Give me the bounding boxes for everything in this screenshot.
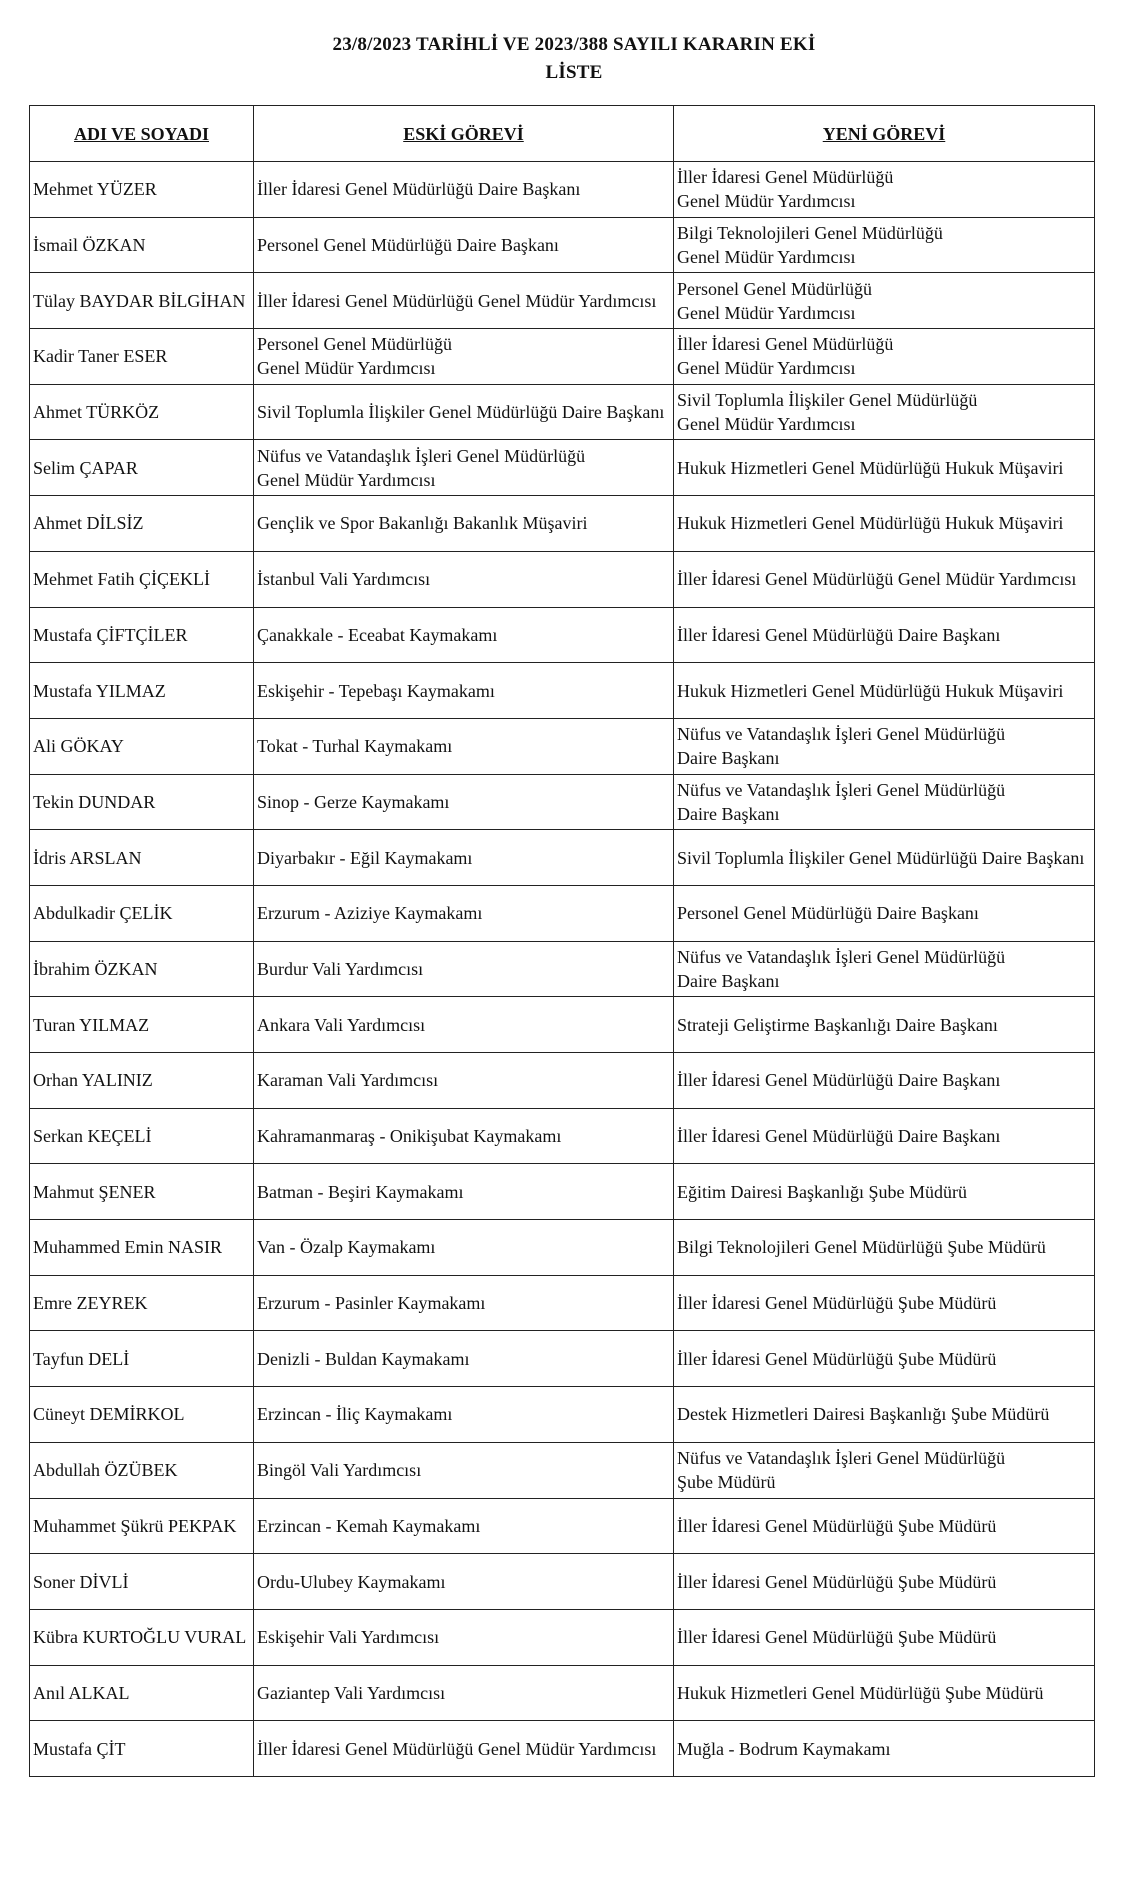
old-position-line: Bingöl Vali Yardımcısı (257, 1460, 422, 1481)
new-position-line: Genel Müdür Yardımcısı (677, 302, 856, 323)
new-position-line: Bilgi Teknolojileri Genel Müdürlüğü Şube Müdürü (677, 1237, 1046, 1258)
new-position-line: Destek Hizmetleri Dairesi Başkanlığı Şube Müdürü (677, 1404, 1050, 1425)
new-position (674, 1331, 1095, 1387)
new-position-line: Genel Müdür Yardımcısı (677, 247, 856, 268)
new-position-line: Hukuk Hizmetleri Genel Müdürlüğü Hukuk Müşaviri (677, 457, 1064, 478)
person-name: İdris ARSLAN (30, 830, 254, 886)
old-position (254, 607, 674, 663)
new-position (674, 607, 1095, 663)
table-row (30, 830, 1095, 886)
table-row (30, 774, 1095, 830)
old-position (254, 1609, 674, 1665)
new-position (674, 162, 1095, 218)
table-row (30, 997, 1095, 1053)
old-position (254, 496, 674, 552)
new-position-line: Daire Başkanı (677, 748, 780, 769)
new-position-line: Hukuk Hizmetleri Genel Müdürlüğü Hukuk Müşaviri (677, 680, 1064, 701)
person-name: Ahmet DİLSİZ (30, 496, 254, 552)
person-name: Tekin DUNDAR (30, 774, 254, 830)
old-position (254, 997, 674, 1053)
person-name: Mehmet Fatih ÇİÇEKLİ (30, 551, 254, 607)
table-row (30, 551, 1095, 607)
new-position (674, 1665, 1095, 1721)
person-name: Muhammet Şükrü PEKPAK (30, 1498, 254, 1554)
old-position-line: Erzincan - Kemah Kaymakamı (257, 1515, 481, 1536)
old-position-line: Personel Genel Müdürlüğü Daire Başkanı (257, 235, 559, 256)
old-position (254, 1387, 674, 1443)
new-position (674, 1108, 1095, 1164)
old-position-line: Sivil Toplumla İlişkiler Genel Müdürlüğü Daire Başkanı (257, 402, 665, 423)
person-name: Tülay BAYDAR BİLGİHAN (30, 273, 254, 329)
document-title: 23/8/2023 TARİHLİ VE 2023/388 SAYILI KARARIN EKİ (332, 34, 816, 55)
old-position-line: Erzurum - Aziziye Kaymakamı (257, 903, 483, 924)
new-position-line: Şube Müdürü (677, 1472, 776, 1493)
header-name: ADI VE SOYADI (30, 106, 254, 162)
new-position (674, 718, 1095, 774)
header-new-position: YENİ GÖREVİ (674, 106, 1095, 162)
old-position (254, 1442, 674, 1498)
old-position-line: Gençlik ve Spor Bakanlığı Bakanlık Müşaviri (257, 513, 588, 534)
new-position-line: İller İdaresi Genel Müdürlüğü Şube Müdürü (677, 1293, 997, 1314)
new-position (674, 440, 1095, 496)
new-position-line: Daire Başkanı (677, 970, 780, 991)
old-position-line: Çanakkale - Eceabat Kaymakamı (257, 624, 498, 645)
document-subtitle: LİSTE (545, 62, 603, 83)
table-row (30, 273, 1095, 329)
new-position (674, 217, 1095, 273)
new-position-line: İller İdaresi Genel Müdürlüğü Şube Müdürü (677, 1348, 997, 1369)
person-name: Abdulkadir ÇELİK (30, 885, 254, 941)
person-name: Mustafa YILMAZ (30, 663, 254, 719)
old-position-line: Genel Müdür Yardımcısı (257, 358, 436, 379)
new-position (674, 329, 1095, 385)
person-name: Anıl ALKAL (30, 1665, 254, 1721)
table-row (30, 1331, 1095, 1387)
old-position (254, 551, 674, 607)
table-row (30, 384, 1095, 440)
old-position (254, 162, 674, 218)
old-position (254, 329, 674, 385)
table-row (30, 440, 1095, 496)
person-name: Mahmut ŞENER (30, 1164, 254, 1220)
table-row (30, 718, 1095, 774)
new-position-line: Nüfus ve Vatandaşlık İşleri Genel Müdürlüğü (677, 946, 1006, 967)
table-row (30, 217, 1095, 273)
table-row (30, 1609, 1095, 1665)
person-name: Mustafa ÇİFTÇİLER (30, 607, 254, 663)
new-position (674, 1442, 1095, 1498)
new-position-line: İller İdaresi Genel Müdürlüğü (677, 167, 894, 188)
person-name: Selim ÇAPAR (30, 440, 254, 496)
new-position (674, 496, 1095, 552)
table-row (30, 1053, 1095, 1109)
old-position-line: Van - Özalp Kaymakamı (257, 1237, 436, 1258)
new-position-line: Eğitim Dairesi Başkanlığı Şube Müdürü (677, 1181, 967, 1202)
table-row (30, 1164, 1095, 1220)
new-position-line: Nüfus ve Vatandaşlık İşleri Genel Müdürlüğü (677, 724, 1006, 745)
new-position-line: Personel Genel Müdürlüğü Daire Başkanı (677, 903, 979, 924)
old-position (254, 663, 674, 719)
new-position-line: Sivil Toplumla İlişkiler Genel Müdürlüğü Daire Başkanı (677, 847, 1085, 868)
new-position-line: Muğla - Bodrum Kaymakamı (677, 1738, 891, 1759)
new-position-line: Genel Müdür Yardımcısı (677, 414, 856, 435)
old-position (254, 774, 674, 830)
new-position (674, 1053, 1095, 1109)
person-name: Cüneyt DEMİRKOL (30, 1387, 254, 1443)
person-name: Turan YILMAZ (30, 997, 254, 1053)
old-position-line: Batman - Beşiri Kaymakamı (257, 1181, 464, 1202)
new-position (674, 273, 1095, 329)
new-position (674, 885, 1095, 941)
table-row (30, 1554, 1095, 1610)
table-row (30, 663, 1095, 719)
old-position-line: Diyarbakır - Eğil Kaymakamı (257, 847, 473, 868)
person-name: Mehmet YÜZER (30, 162, 254, 218)
person-name: Orhan YALINIZ (30, 1053, 254, 1109)
old-position (254, 1220, 674, 1276)
new-position-line: Nüfus ve Vatandaşlık İşleri Genel Müdürlüğü (677, 779, 1006, 800)
new-position (674, 384, 1095, 440)
new-position (674, 1554, 1095, 1610)
old-position-line: Sinop - Gerze Kaymakamı (257, 791, 450, 812)
person-name: İbrahim ÖZKAN (30, 941, 254, 997)
appointments-table (29, 105, 1095, 1777)
table-row (30, 496, 1095, 552)
new-position-line: İller İdaresi Genel Müdürlüğü Daire Başkanı (677, 1126, 1001, 1147)
new-position (674, 1721, 1095, 1777)
old-position-line: Erzurum - Pasinler Kaymakamı (257, 1293, 486, 1314)
new-position-line: İller İdaresi Genel Müdürlüğü Şube Müdürü (677, 1627, 997, 1648)
person-name: Mustafa ÇİT (30, 1721, 254, 1777)
new-position-line: Strateji Geliştirme Başkanlığı Daire Başkanı (677, 1014, 998, 1035)
old-position (254, 885, 674, 941)
old-position-line: Denizli - Buldan Kaymakamı (257, 1348, 470, 1369)
person-name: Serkan KEÇELİ (30, 1108, 254, 1164)
person-name: Emre ZEYREK (30, 1275, 254, 1331)
person-name: Tayfun DELİ (30, 1331, 254, 1387)
table-row (30, 941, 1095, 997)
old-position-line: Kahramanmaraş - Onikişubat Kaymakamı (257, 1126, 562, 1147)
old-position-line: İller İdaresi Genel Müdürlüğü Daire Başkanı (257, 179, 581, 200)
new-position (674, 1275, 1095, 1331)
old-position-line: Tokat - Turhal Kaymakamı (257, 736, 453, 757)
table-header-row (30, 106, 1095, 162)
new-position-line: Daire Başkanı (677, 803, 780, 824)
old-position (254, 384, 674, 440)
old-position-line: Burdur Vali Yardımcısı (257, 958, 424, 979)
old-position (254, 1108, 674, 1164)
old-position (254, 440, 674, 496)
table-row (30, 607, 1095, 663)
new-position-line: Nüfus ve Vatandaşlık İşleri Genel Müdürlüğü (677, 1448, 1006, 1469)
old-position-line: Erzincan - İliç Kaymakamı (257, 1404, 453, 1425)
old-position (254, 273, 674, 329)
new-position (674, 551, 1095, 607)
old-position (254, 1053, 674, 1109)
person-name: Soner DİVLİ (30, 1554, 254, 1610)
old-position (254, 1164, 674, 1220)
table-row (30, 162, 1095, 218)
old-position-line: Genel Müdür Yardımcısı (257, 469, 436, 490)
table-body (30, 162, 1095, 1777)
table-row (30, 1721, 1095, 1777)
old-position-line: Karaman Vali Yardımcısı (257, 1070, 439, 1091)
old-position-line: Eskişehir Vali Yardımcısı (257, 1627, 440, 1648)
table-row (30, 1387, 1095, 1443)
new-position-line: İller İdaresi Genel Müdürlüğü (677, 334, 894, 355)
new-position (674, 1387, 1095, 1443)
new-position-line: Bilgi Teknolojileri Genel Müdürlüğü (677, 223, 943, 244)
new-position-line: İller İdaresi Genel Müdürlüğü Daire Başkanı (677, 1070, 1001, 1091)
new-position-line: Genel Müdür Yardımcısı (677, 191, 856, 212)
new-position-line: Sivil Toplumla İlişkiler Genel Müdürlüğü (677, 390, 978, 411)
old-position (254, 718, 674, 774)
new-position (674, 1164, 1095, 1220)
table-row (30, 1220, 1095, 1276)
old-position (254, 1665, 674, 1721)
new-position-line: İller İdaresi Genel Müdürlüğü Genel Müdür Yardımcısı (677, 569, 1077, 590)
old-position (254, 1554, 674, 1610)
person-name: Muhammed Emin NASIR (30, 1220, 254, 1276)
table-row (30, 1498, 1095, 1554)
old-position (254, 217, 674, 273)
old-position (254, 1331, 674, 1387)
person-name: İsmail ÖZKAN (30, 217, 254, 273)
old-position-line: Ankara Vali Yardımcısı (257, 1014, 426, 1035)
table-row (30, 1442, 1095, 1498)
new-position-line: Genel Müdür Yardımcısı (677, 358, 856, 379)
old-position (254, 941, 674, 997)
old-position-line: İller İdaresi Genel Müdürlüğü Genel Müdür Yardımcısı (257, 290, 657, 311)
new-position (674, 1220, 1095, 1276)
table-row (30, 1665, 1095, 1721)
old-position-line: Nüfus ve Vatandaşlık İşleri Genel Müdürlüğü (257, 445, 586, 466)
table-row (30, 1275, 1095, 1331)
new-position (674, 1609, 1095, 1665)
new-position-line: Hukuk Hizmetleri Genel Müdürlüğü Hukuk Müşaviri (677, 513, 1064, 534)
table-row (30, 1108, 1095, 1164)
old-position (254, 830, 674, 886)
new-position (674, 941, 1095, 997)
new-position-line: Personel Genel Müdürlüğü (677, 278, 872, 299)
new-position-line: İller İdaresi Genel Müdürlüğü Şube Müdürü (677, 1571, 997, 1592)
old-position-line: İstanbul Vali Yardımcısı (257, 569, 431, 590)
old-position-line: Eskişehir - Tepebaşı Kaymakamı (257, 680, 495, 701)
person-name: Kübra KURTOĞLU VURAL (30, 1609, 254, 1665)
new-position (674, 997, 1095, 1053)
old-position (254, 1498, 674, 1554)
new-position-line: Hukuk Hizmetleri Genel Müdürlüğü Şube Müdürü (677, 1682, 1044, 1703)
table-row (30, 329, 1095, 385)
new-position (674, 663, 1095, 719)
old-position-line: İller İdaresi Genel Müdürlüğü Genel Müdür Yardımcısı (257, 1738, 657, 1759)
new-position-line: İller İdaresi Genel Müdürlüğü Daire Başkanı (677, 624, 1001, 645)
old-position (254, 1721, 674, 1777)
new-position (674, 774, 1095, 830)
person-name: Ahmet TÜRKÖZ (30, 384, 254, 440)
old-position-line: Personel Genel Müdürlüğü (257, 334, 452, 355)
old-position-line: Gaziantep Vali Yardımcısı (257, 1682, 446, 1703)
new-position (674, 830, 1095, 886)
new-position (674, 1498, 1095, 1554)
table-row (30, 885, 1095, 941)
old-position (254, 1275, 674, 1331)
header-old-position: ESKİ GÖREVİ (254, 106, 674, 162)
person-name: Abdullah ÖZÜBEK (30, 1442, 254, 1498)
person-name: Kadir Taner ESER (30, 329, 254, 385)
person-name: Ali GÖKAY (30, 718, 254, 774)
new-position-line: İller İdaresi Genel Müdürlüğü Şube Müdürü (677, 1515, 997, 1536)
old-position-line: Ordu-Ulubey Kaymakamı (257, 1571, 446, 1592)
